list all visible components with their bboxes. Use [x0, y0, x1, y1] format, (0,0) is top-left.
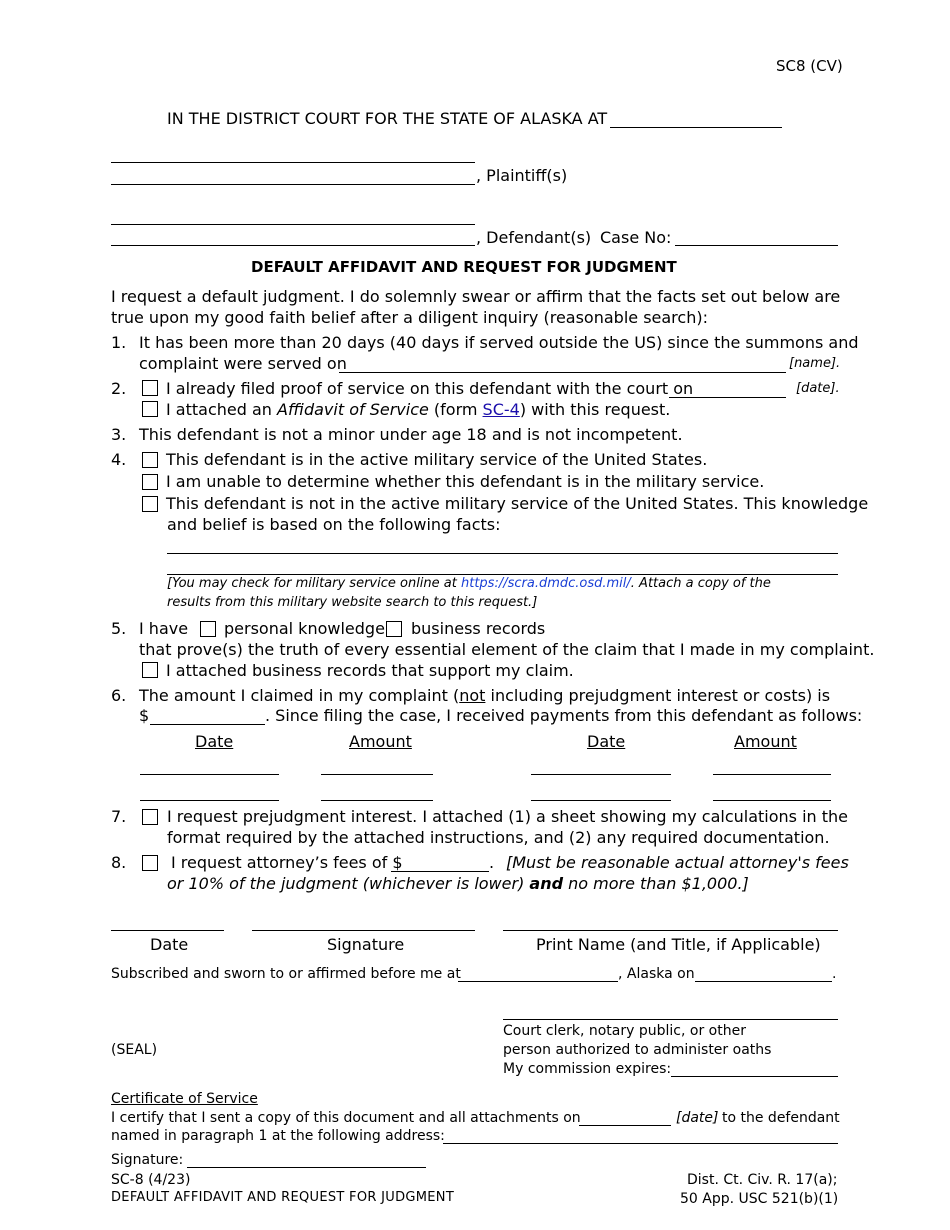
seal-label: (SEAL)	[111, 1042, 158, 1058]
p7-line-1: I request prejudgment interest. I attached (1) a sheet showing my calculations in the	[167, 807, 849, 826]
commission-expires-line[interactable]	[671, 1076, 838, 1077]
signature-line[interactable]	[252, 930, 475, 931]
signature-label: Signature	[327, 935, 405, 954]
certificate-heading: Certificate of Service	[111, 1091, 258, 1107]
p2-number: 2.	[111, 379, 127, 398]
p4-option-3-line-1: This defendant is not in the active military service of the United States. This knowledge	[166, 494, 869, 513]
p4-option-1: This defendant is in the active military service of the United States.	[166, 450, 708, 469]
p2-option-2: I attached an Affidavit of Service (form SC-4) with this request.	[166, 400, 671, 419]
payment-amount-line[interactable]	[321, 774, 433, 775]
p2-option-1: I already filed proof of service on this defendant with the court on	[166, 379, 694, 398]
form-title: DEFAULT AFFIDAVIT AND REQUEST FOR JUDGMENT	[251, 258, 677, 276]
official-line-2: person authorized to administer oaths	[503, 1042, 772, 1058]
military-facts-line-1[interactable]	[167, 553, 838, 554]
defendant-name-line-1[interactable]	[111, 224, 475, 225]
certificate-line-1-end: to the defendant	[722, 1110, 840, 1126]
footer-rule-1: Dist. Ct. Civ. R. 17(a);	[687, 1172, 838, 1188]
payment-date-line[interactable]	[140, 774, 279, 775]
footer-form-title: DEFAULT AFFIDAVIT AND REQUEST FOR JUDGMENT	[111, 1190, 455, 1205]
defendant-address-line[interactable]	[443, 1143, 838, 1144]
p8-text: I request attorney’s fees of $	[171, 853, 403, 872]
certificate-line-1: I certify that I sent a copy of this document and all attachments on	[111, 1110, 581, 1126]
payment-date-header-2: Date	[587, 732, 626, 751]
p4-note-line-1: [You may check for military service online at https://scra.dmdc.osd.mil/. Attach a copy of the	[167, 576, 771, 591]
p5-line-2: that prove(s) the truth of every essential element of the claim that I made in my complaint.	[139, 640, 875, 659]
certificate-date-line[interactable]	[579, 1125, 671, 1126]
sc4-form-link[interactable]: SC-4	[482, 400, 520, 419]
p5-attached-records-checkbox[interactable]	[142, 662, 158, 678]
p1-name-hint: [name].	[789, 356, 841, 371]
court-location-line[interactable]	[610, 127, 782, 128]
p7-line-2: format required by the attached instructions, and (2) any required documentation.	[167, 828, 830, 847]
defendant-label: , Defendant(s)	[476, 228, 592, 247]
certificate-signature-label: Signature:	[111, 1152, 184, 1168]
sworn-alaska-on: , Alaska on	[618, 966, 695, 982]
court-heading: IN THE DISTRICT COURT FOR THE STATE OF ALASKA AT	[167, 109, 608, 128]
payment-date-line[interactable]	[140, 800, 279, 801]
p8-note-line-1: [Must be reasonable actual attorney's fees	[506, 853, 849, 872]
p8-note-line-2: or 10% of the judgment (whichever is lower) and no more than $1,000.]	[167, 874, 749, 893]
date-label: Date	[150, 935, 189, 954]
p4-number: 4.	[111, 450, 127, 469]
p1-line-1: It has been more than 20 days (40 days if served outside the US) since the summons and	[139, 333, 859, 352]
intro-line-2: true upon my good faith belief after a diligent inquiry (reasonable search):	[111, 308, 708, 327]
p1-line-2: complaint were served on	[139, 354, 347, 373]
p4-note-line-2: results from this military website search to this request.]	[167, 595, 538, 610]
date-signature-line[interactable]	[111, 930, 224, 931]
official-signature-line[interactable]	[503, 1019, 838, 1020]
defendant-name-line-2[interactable]	[111, 245, 475, 246]
plaintiff-name-line-2[interactable]	[111, 184, 475, 185]
proof-date-line[interactable]	[669, 397, 786, 398]
p5-option-1: personal knowledge	[224, 619, 385, 638]
p2-attached-affidavit-checkbox[interactable]	[142, 401, 158, 417]
plaintiff-label: , Plaintiff(s)	[476, 166, 568, 185]
p5-personal-knowledge-checkbox[interactable]	[200, 621, 216, 637]
print-name-label: Print Name (and Title, if Applicable)	[536, 935, 821, 954]
p8-period: .	[489, 853, 495, 872]
p7-prejudgment-interest-checkbox[interactable]	[142, 809, 158, 825]
p5-option-2: business records	[411, 619, 546, 638]
sworn-location-line[interactable]	[458, 981, 618, 982]
payment-amount-header-1: Amount	[349, 732, 412, 751]
p4-active-military-checkbox[interactable]	[142, 452, 158, 468]
payment-date-line[interactable]	[531, 800, 671, 801]
p6-line-1: The amount I claimed in my complaint (not including prejudgment interest or costs) is	[139, 686, 831, 705]
case-no-line[interactable]	[675, 245, 838, 246]
payment-amount-line[interactable]	[713, 800, 831, 801]
sworn-end: .	[832, 966, 837, 982]
commission-expires-label: My commission expires:	[503, 1061, 672, 1077]
certificate-signature-line[interactable]	[187, 1167, 426, 1168]
p8-number: 8.	[111, 853, 127, 872]
intro-line-1: I request a default judgment. I do solemnly swear or affirm that the facts set out below are	[111, 287, 841, 306]
p5-option-3: I attached business records that support my claim.	[166, 661, 574, 680]
p4-option-2: I am unable to determine whether this defendant is in the military service.	[166, 472, 765, 491]
footer-rule-2: 50 App. USC 521(b)(1)	[680, 1191, 839, 1207]
p8-attorney-fees-checkbox[interactable]	[142, 855, 158, 871]
p3-number: 3.	[111, 425, 127, 444]
p1-number: 1.	[111, 333, 127, 352]
plaintiff-name-line-1[interactable]	[111, 162, 475, 163]
payment-date-line[interactable]	[531, 774, 671, 775]
p5-pre: I have	[139, 619, 189, 638]
military-facts-line-2[interactable]	[167, 574, 838, 575]
sworn-text: Subscribed and sworn to or affirmed before me at	[111, 966, 461, 982]
payment-amount-line[interactable]	[321, 800, 433, 801]
sworn-date-line[interactable]	[695, 981, 832, 982]
p4-unable-determine-checkbox[interactable]	[142, 474, 158, 490]
p6-line-2: . Since filing the case, I received payments from this defendant as follows:	[265, 706, 863, 725]
served-name-line[interactable]	[339, 372, 786, 373]
p2-date-hint: [date].	[796, 381, 840, 396]
official-line-1: Court clerk, notary public, or other	[503, 1023, 746, 1039]
print-name-line[interactable]	[503, 930, 838, 931]
p5-business-records-checkbox[interactable]	[386, 621, 402, 637]
payment-amount-header-2: Amount	[734, 732, 797, 751]
p4-not-military-checkbox[interactable]	[142, 496, 158, 512]
certificate-date-hint: [date]	[676, 1110, 719, 1126]
p6-number: 6.	[111, 686, 127, 705]
p3-text: This defendant is not a minor under age 18 and is not incompetent.	[139, 425, 683, 444]
footer-form-code: SC-8 (4/23)	[111, 1172, 191, 1188]
p4-option-3-line-2: and belief is based on the following facts:	[167, 515, 501, 534]
payment-amount-line[interactable]	[713, 774, 831, 775]
payment-date-header-1: Date	[195, 732, 234, 751]
p7-number: 7.	[111, 807, 127, 826]
form-code: SC8 (CV)	[776, 57, 843, 75]
claimed-amount-line[interactable]	[150, 724, 265, 725]
case-no-label: Case No:	[600, 228, 672, 247]
p2-filed-proof-checkbox[interactable]	[142, 380, 158, 396]
scra-website-link[interactable]: https://scra.dmdc.osd.mil/	[460, 576, 631, 591]
p6-dollar: $	[139, 706, 150, 725]
p5-number: 5.	[111, 619, 127, 638]
attorney-fees-line[interactable]	[391, 871, 489, 872]
certificate-line-2: named in paragraph 1 at the following address:	[111, 1128, 445, 1144]
